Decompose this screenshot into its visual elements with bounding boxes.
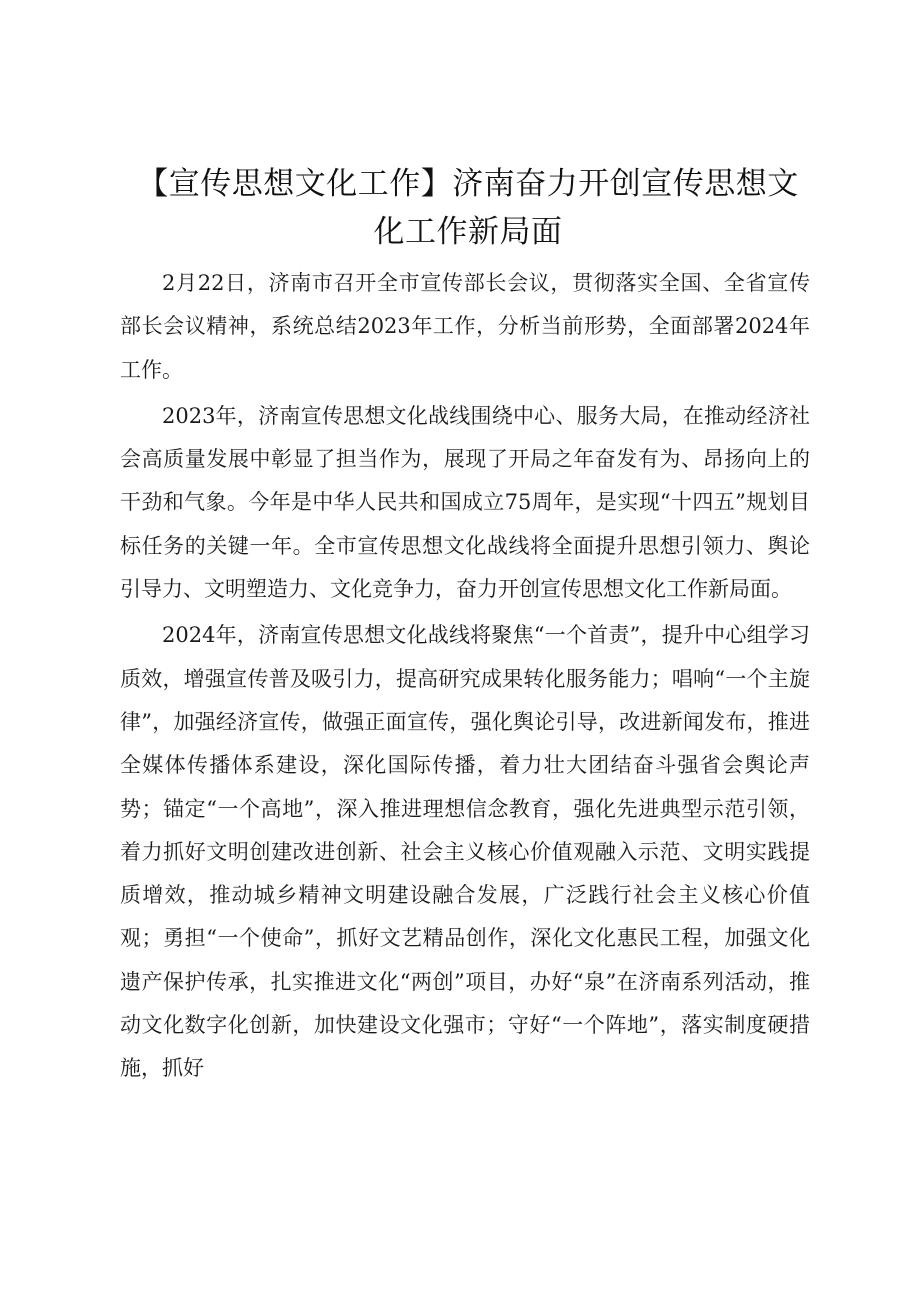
- paragraph-1: 2月22日，济南市召开全市宣传部长会议，贯彻落实全国、全省宣传部长会议精神，系统总结2023年工作，分析当前形势，全面部署2024年工作。: [120, 271, 810, 382]
- paragraph-3: 2024年，济南宣传思想文化战线将聚焦“一个首责”，提升中心组学习质效，增强宣传普及吸引力，提高研究成果转化服务能力；唱响“一个主旋律”，加强经济宣传，做强正面宣传，强化舆论引导，改进新闻发布，推进全媒体传播体系建设，深化国际传播，着力壮大团结奋斗强省会舆论声势；锚定“一个高地”，深入推进理想信念教育，强化先进典型示范引领，着力抓好文明创建改进创新、社会主义核心价值观融入示范、文明实践提质增效，推动城乡精神文明建设融合发展，广泛践行社会主义核心价值观；勇担“一个使命”，抓好文艺精品创作，深化文化惠民工程，加强文化遗产保护传承，扎实推进文化“两创”项目，办好“泉”在济南系列活动，推动文化数字化创新，加快建设文化强市；守好“一个阵地”，落实制度硬措施，抓好: [120, 623, 810, 1081]
- document-title: 【宣传思想文化工作】济南奋力开创宣传思想文化工作新局面: [137, 166, 799, 250]
- paragraph-2: 2023年，济南宣传思想文化战线围绕中心、服务大局，在推动经济社会高质量发展中彰显了担当作为，展现了开局之年奋发有为、昂扬向上的干劲和气象。今年是中华人民共和国成立75周年，是实现“十四五”规划目标任务的关键一年。全市宣传思想文化战线将全面提升思想引领力、舆论引导力、文明塑造力、文化竞争力，奋力开创宣传思想文化工作新局面。: [120, 403, 810, 602]
- document-body: [120, 262, 810, 1091]
